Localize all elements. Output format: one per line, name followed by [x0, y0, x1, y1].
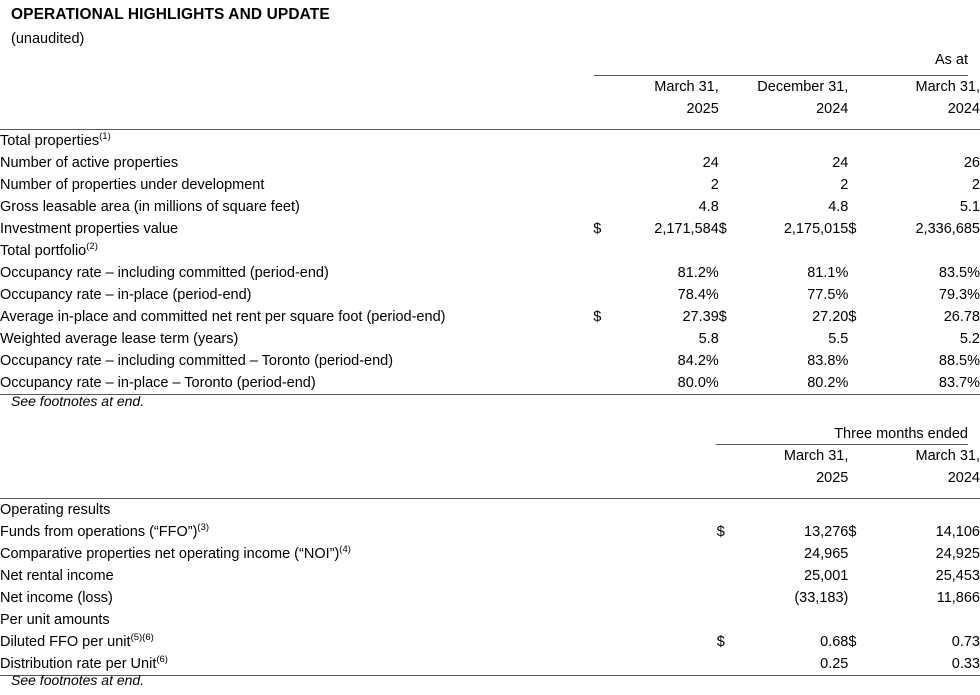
table2-footnote: See footnotes at end. — [11, 672, 145, 688]
row-value-2: 5.2 — [959, 331, 980, 347]
row-label: Occupancy rate – including committed (period-end) — [0, 265, 329, 281]
table-row — [0, 196, 980, 218]
table-row — [0, 565, 980, 587]
header-currency-spacer-2 — [848, 76, 866, 98]
row-value-2: 79.3% — [938, 287, 980, 303]
row-currency-2 — [848, 350, 866, 372]
row-currency-1 — [848, 565, 866, 587]
row-value-1: 24,925 — [935, 546, 980, 562]
row-currency-0 — [593, 174, 611, 196]
header-currency-spacer2-0 — [717, 467, 735, 489]
row-label: Occupancy rate – including committed – Toronto (period-end) — [0, 353, 394, 369]
table-row — [0, 306, 980, 328]
column-header-0-line1: March 31, — [654, 79, 719, 95]
header-currency-spacer-1 — [848, 445, 866, 467]
row-value-1: 4.8 — [828, 199, 849, 215]
row-value-1: 2 — [840, 177, 849, 193]
header-currency-spacer-0 — [717, 445, 735, 467]
row-currency-1 — [719, 196, 737, 218]
table2-period-caption: Three months ended — [834, 426, 968, 442]
row-label: Funds from operations (“FFO”)$^{(3)}$ — [0, 522, 210, 540]
row-value-2: 2 — [971, 177, 980, 193]
row-currency-2: $ — [848, 221, 857, 237]
row-value-2: 88.5% — [938, 353, 980, 369]
row-currency-0 — [593, 152, 611, 174]
page-title: OPERATIONAL HIGHLIGHTS AND UPDATE — [11, 6, 330, 23]
financial-results-table — [0, 445, 980, 676]
table-row — [0, 543, 980, 565]
row-currency-1: $ — [848, 524, 857, 540]
table-row — [0, 174, 980, 196]
row-value-2: 2,336,685 — [915, 221, 980, 237]
row-currency-0 — [717, 587, 735, 609]
row-label: Occupancy rate – in-place – Toronto (period-end) — [0, 372, 593, 395]
row-value-1: 0.33 — [867, 653, 980, 676]
header-currency-spacer-1 — [719, 76, 737, 98]
row-currency-0: $ — [716, 524, 725, 540]
row-label: Gross leasable area (in millions of square feet) — [0, 199, 300, 215]
table-row — [0, 521, 980, 543]
row-value-2: 83.5% — [938, 265, 980, 281]
section-heading-row — [0, 240, 980, 262]
row-value-1: 5.5 — [828, 331, 849, 347]
row-currency-1: $ — [718, 309, 727, 325]
row-value-0: 13,276 — [804, 524, 849, 540]
row-value-0: 25,001 — [804, 568, 849, 584]
column-header-1-line2: 2024 — [947, 470, 980, 486]
row-currency-1: $ — [718, 221, 727, 237]
row-value-0: 27.39 — [682, 309, 719, 325]
row-value-1: 24 — [832, 155, 849, 171]
row-currency-2 — [848, 284, 866, 306]
row-currency-2 — [848, 174, 866, 196]
section-heading-0: Total properties$^{(1)}$ — [0, 130, 593, 153]
page-subtitle: (unaudited) — [11, 31, 85, 47]
section-heading-row — [0, 609, 980, 631]
table-row — [0, 372, 980, 395]
row-value-0: 80.0% — [611, 372, 718, 395]
row-label: Investment properties value — [0, 221, 179, 237]
table1-footnote: See footnotes at end. — [11, 393, 145, 409]
row-currency-1 — [719, 152, 737, 174]
row-value-1: 2,175,015 — [783, 221, 849, 237]
header-currency-spacer2-0 — [593, 98, 611, 120]
table-row — [0, 328, 980, 350]
header-label-spacer — [0, 445, 717, 467]
column-header-1-line1: March 31, — [915, 448, 980, 464]
column-header-0-line2: 2025 — [816, 470, 849, 486]
header-label-spacer-2 — [0, 467, 717, 489]
row-value-1: 80.2% — [737, 372, 848, 395]
row-value-0: 24,965 — [804, 546, 849, 562]
row-value-0: 81.2% — [677, 265, 719, 281]
row-currency-0 — [593, 284, 611, 306]
section-heading-row — [0, 130, 980, 153]
row-currency-0: $ — [593, 309, 602, 325]
section-heading-0: Operating results — [0, 499, 717, 522]
table-row — [0, 152, 980, 174]
row-currency-2 — [848, 152, 866, 174]
row-label: Diluted FFO per unit$^{(5)(6)}$ — [0, 632, 154, 650]
operational-highlights-table — [0, 76, 980, 395]
row-currency-0: $ — [593, 221, 602, 237]
header-label-spacer — [0, 76, 593, 98]
row-value-2: 83.7% — [867, 372, 980, 395]
row-currency-1 — [719, 174, 737, 196]
row-value-0: 84.2% — [677, 353, 719, 369]
row-value-1: 83.8% — [807, 353, 849, 369]
table-row — [0, 284, 980, 306]
row-currency-2: $ — [848, 309, 857, 325]
row-value-0: (33,183) — [794, 590, 849, 606]
header-currency-spacer2-1 — [719, 98, 737, 120]
row-value-1: 27.20 — [812, 309, 849, 325]
row-currency-1 — [719, 328, 737, 350]
column-header-1-line2: 2024 — [816, 101, 849, 117]
row-value-1: 81.1% — [807, 265, 849, 281]
row-currency-2 — [848, 328, 866, 350]
row-value-0: 0.25 — [735, 653, 848, 676]
column-header-2-line1: March 31, — [915, 79, 980, 95]
row-label: Distribution rate per Unit$^{(6)}$ — [0, 653, 717, 676]
table-row — [0, 350, 980, 372]
header-currency-spacer-0 — [593, 76, 611, 98]
row-value-1: 11,866 — [936, 590, 980, 606]
row-value-0: 78.4% — [677, 287, 719, 303]
row-value-1: 77.5% — [807, 287, 849, 303]
table-row — [0, 262, 980, 284]
row-value-0: 0.68 — [820, 634, 849, 650]
table-row — [0, 653, 980, 676]
row-currency-1 — [719, 262, 737, 284]
table-header-row-secondary — [0, 98, 980, 120]
row-currency-1 — [848, 587, 866, 609]
row-currency-1 — [719, 284, 737, 306]
header-currency-spacer2-2 — [848, 98, 866, 120]
row-currency-2 — [848, 196, 866, 218]
row-label: Net rental income — [0, 568, 114, 584]
row-currency-0 — [593, 262, 611, 284]
row-value-1: 14,106 — [935, 524, 980, 540]
section-heading-1: Per unit amounts — [0, 612, 110, 628]
table-row — [0, 587, 980, 609]
row-currency-1 — [719, 350, 737, 372]
table-header-row-secondary — [0, 467, 980, 489]
row-value-0: 24 — [702, 155, 719, 171]
table-header-row-primary — [0, 76, 980, 98]
row-value-2: 26 — [963, 155, 980, 171]
row-currency-0 — [593, 196, 611, 218]
column-header-0-line1: March 31, — [783, 448, 849, 464]
row-label: Occupancy rate – in-place (period-end) — [0, 287, 252, 303]
row-currency-1 — [848, 653, 866, 676]
row-currency-2 — [848, 262, 866, 284]
column-header-2-line2: 2024 — [947, 101, 980, 117]
row-label: Comparative properties net operating income (“NOI”)$^{(4)}$ — [0, 544, 351, 562]
table-row — [0, 218, 980, 240]
row-currency-0 — [717, 543, 735, 565]
section-heading-row — [0, 499, 980, 522]
column-header-0-line2: 2025 — [686, 101, 719, 117]
table1-period-caption: As at — [934, 52, 968, 68]
row-label: Weighted average lease term (years) — [0, 331, 239, 347]
column-header-1-line1: December 31, — [757, 79, 849, 95]
row-label: Average in-place and committed net rent per square foot (period-end) — [0, 309, 446, 325]
row-value-0: 4.8 — [698, 199, 719, 215]
row-currency-2 — [848, 372, 866, 395]
table-row — [0, 631, 980, 653]
row-value-0: 2,171,584 — [654, 221, 719, 237]
row-currency-1: $ — [848, 634, 857, 650]
header-currency-spacer2-1 — [848, 467, 866, 489]
row-value-0: 5.8 — [698, 331, 719, 347]
row-value-1: 0.73 — [951, 634, 980, 650]
header-gap — [0, 120, 980, 130]
row-label: Number of properties under development — [0, 177, 265, 193]
header-label-spacer-2 — [0, 98, 593, 120]
row-currency-0 — [593, 328, 611, 350]
row-currency-0 — [717, 653, 735, 676]
row-currency-0 — [593, 372, 611, 395]
row-currency-1 — [719, 372, 737, 395]
row-currency-0 — [717, 565, 735, 587]
section-heading-1: Total portfolio$^{(2)}$ — [0, 241, 98, 259]
header-gap — [0, 489, 980, 499]
row-currency-0: $ — [716, 634, 725, 650]
row-label: Number of active properties — [0, 155, 179, 171]
row-value-2: 5.1 — [959, 199, 980, 215]
row-value-0: 2 — [710, 177, 719, 193]
row-value-1: 25,453 — [935, 568, 980, 584]
row-currency-1 — [848, 543, 866, 565]
table-header-row-primary — [0, 445, 980, 467]
row-value-2: 26.78 — [943, 309, 980, 325]
row-currency-0 — [593, 350, 611, 372]
row-label: Net income (loss) — [0, 590, 113, 606]
